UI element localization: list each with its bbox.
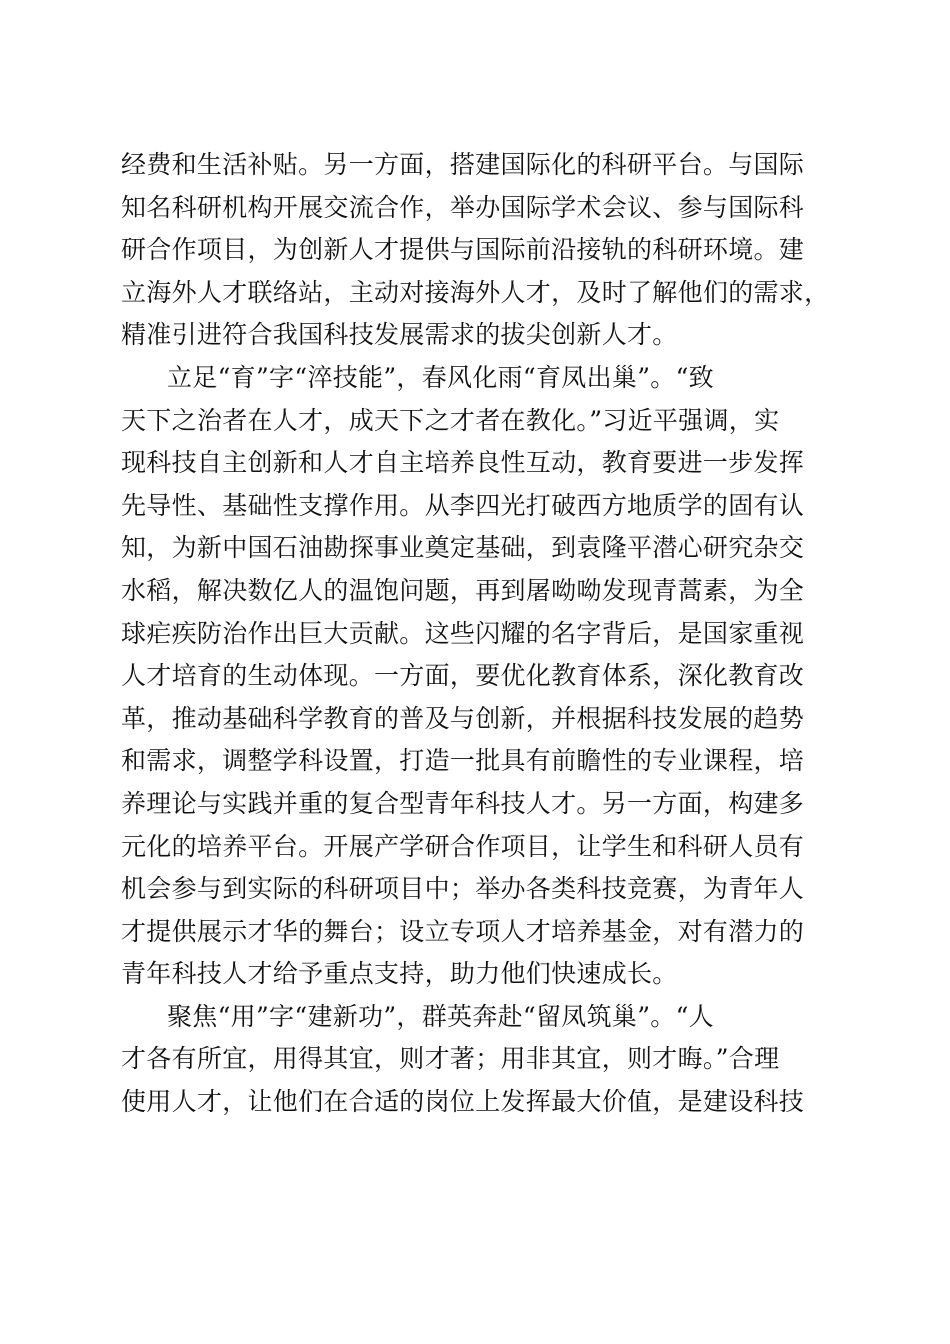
text-line: 知，为新中国石油勘探事业奠定基础，到袁隆平潜心研究杂交 — [121, 533, 805, 563]
paragraph-first-line: 聚焦“用”字“建新功”，群英奔赴“留凤筑巢”。“人 — [167, 1001, 714, 1031]
text-line: 先导性、基础性支撑作用。从李四光打破西方地质学的固有认 — [121, 490, 805, 520]
text-line: 才提供展示才华的舞台；设立专项人才培养基金，对有潜力的 — [121, 916, 805, 946]
text-line: 机会参与到实际的科研项目中；举办各类科技竞赛，为青年人 — [121, 874, 805, 904]
text-line: 才各有所宜，用得其宜，则才著；用非其宜，则才晦。”合理 — [121, 1044, 780, 1074]
text-line: 立海外人才联络站，主动对接海外人才，及时了解他们的需求， — [121, 277, 830, 307]
text-line: 研合作项目，为创新人才提供与国际前沿接轨的科研环境。建 — [121, 235, 805, 265]
text-line: 球疟疾防治作出巨大贡献。这些闪耀的名字背后，是国家重视 — [121, 618, 805, 648]
text-line: 革，推动基础科学教育的普及与创新，并根据科技发展的趋势 — [121, 703, 805, 733]
paragraph-first-line: 立足“育”字“淬技能”，春风化雨“育凤出巢”。“致 — [167, 362, 714, 392]
text-line: 现科技自主创新和人才自主培养良性互动，教育要进一步发挥 — [121, 448, 805, 478]
text-line: 知名科研机构开展交流合作，举办国际学术会议、参与国际科 — [121, 192, 805, 222]
text-line: 元化的培养平台。开展产学研合作项目，让学生和科研人员有 — [121, 831, 805, 861]
text-line: 水稻，解决数亿人的温饱问题，再到屠呦呦发现青蒿素，为全 — [121, 575, 805, 605]
text-line: 使用人才，让他们在合适的岗位上发挥最大价值，是建设科技 — [121, 1087, 805, 1117]
text-line: 经费和生活补贴。另一方面，搭建国际化的科研平台。与国际 — [121, 150, 805, 179]
text-line: 养理论与实践并重的复合型青年科技人才。另一方面，构建多 — [121, 788, 805, 818]
body-text — [121, 144, 831, 1124]
text-line: 青年科技人才给予重点支持，助力他们快速成长。 — [121, 959, 678, 989]
text-line: 和需求，调整学科设置，打造一批具有前瞻性的专业课程，培 — [121, 746, 805, 776]
text-line: 精准引进符合我国科技发展需求的拔尖创新人才。 — [121, 320, 678, 350]
text-line: 天下之治者在人才，成天下之才者在教化。”习近平强调，实 — [121, 405, 780, 435]
text-line: 人才培育的生动体现。一方面，要优化教育体系，深化教育改 — [121, 661, 805, 691]
